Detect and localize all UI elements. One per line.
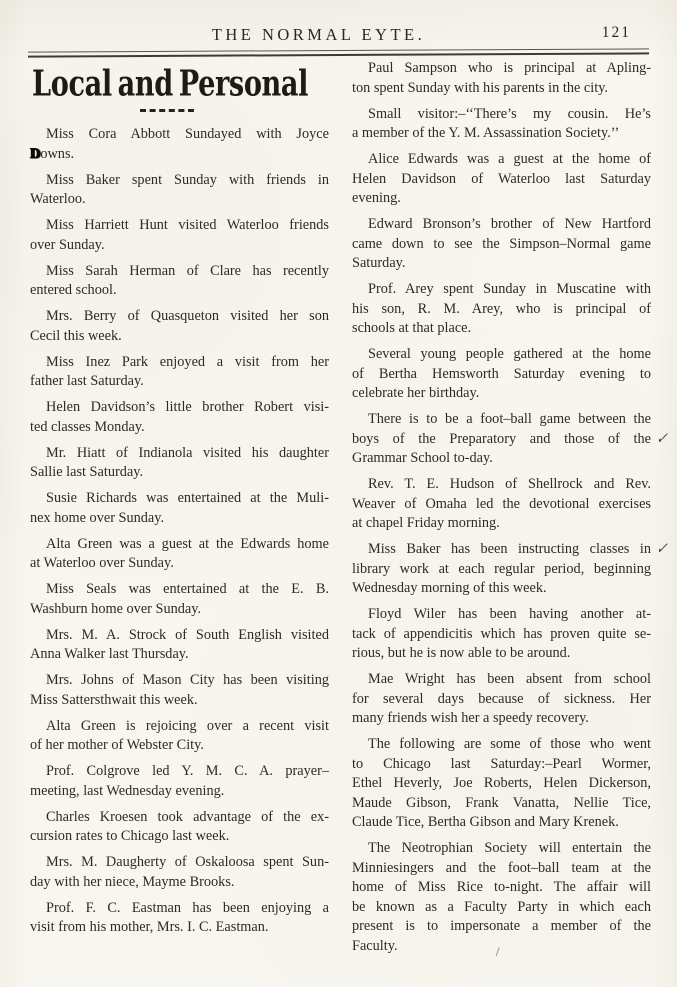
text-line: cursion rates to Chicago last week. [30,828,230,844]
text-line: home of Miss Rice to-night. The affair will [352,879,651,895]
text-line: Weaver of Omaha led the devotional exercises [352,495,651,512]
news-paragraph [352,540,669,599]
text-line: visit from his mother, Mrs. I. C. Eastman. [30,919,269,935]
text-line: Alta Green is rejoicing over a recent visit [46,717,329,734]
text-line: Maude Gibson, Frank Vanatta, Nellie Tice, [352,794,651,811]
text-line: Charles Kroesen took advantage of the ex- [46,808,329,825]
news-paragraph [30,626,329,665]
text-line: Prof. Arey spent Sunday in Muscatine with [368,281,651,297]
dashes-ornament-divider [140,109,194,112]
text-line: at Waterloo over Sunday. [30,555,174,571]
text-line: Faculty. [352,937,398,954]
text-line: Helen Davidson’s little brother Robert visi- [46,399,329,415]
text-line: schools at that place. [352,320,472,336]
text-line: Edward Bronson’s brother of New Hartford [368,216,651,232]
news-paragraph [30,353,329,392]
text-line: library work at each regular period, beginning [352,560,651,577]
news-paragraph [30,671,329,710]
text-line: Mrs. M. A. Strock of South English visited [46,626,329,643]
text-line: The following are some of those who went [368,736,651,752]
text-line: Anna Walker last Thursday. [30,646,189,662]
text-line: tack of appendicitis which has proven quite se- [352,625,651,642]
news-paragraph [352,215,651,274]
news-paragraph [30,899,329,938]
text-line: Claude Tice, Bertha Gibson and Mary Krenek. [352,814,619,830]
text-line: Miss Harriett Hunt visited Waterloo friends [46,217,329,233]
news-paragraph [30,125,329,164]
text-line: rious, but he is now able to be around. [352,645,571,661]
text-line: present is to impersonate a member of the [352,918,651,934]
news-paragraph [352,59,651,98]
text-line: Small visitor:–‘‘There’s my cousin. He’s [368,105,651,122]
news-paragraph [30,853,329,892]
text-line: Floyd Wiler has been having another at- [368,606,651,622]
news-paragraph [30,580,329,619]
right-column [352,59,669,963]
text-line: over Sunday. [30,236,105,253]
news-paragraph [352,735,651,833]
news-paragraph [30,398,329,437]
text-line: Prof. Colgrove led Y. M. C. A. prayer– [46,763,329,779]
publication-title: THE NORMAL EYTE. [211,25,426,44]
text-line: Waterloo. [30,191,86,207]
text-line: father last Saturday. [30,373,144,389]
news-paragraph [30,808,329,847]
news-paragraph [352,839,651,956]
news-paragraph [30,262,329,301]
text-line: of her mother of Webster City. [30,737,204,753]
text-line: Saturday. [352,255,406,271]
text-line: Mae Wright has been absent from school [368,671,651,687]
text-line: Prof. F. C. Eastman has been enjoying a [46,899,329,916]
news-paragraph [30,171,329,210]
text-line: Miss Inez Park enjoyed a visit from her [46,353,329,370]
text-line: Grammar School to-day. [352,450,493,466]
text-line: Sallie last Saturday. [30,464,144,480]
text-line: Miss Seals was entertained at the E. B. [46,581,329,597]
text-line: Miss Sattersthwait this week. [30,691,198,708]
text-line: Downs. [30,145,75,162]
text-line: nex home over Sunday. [30,509,165,526]
text-line: Cecil this week. [30,327,122,344]
text-line: Alice Edwards was a guest at the home of [368,151,651,167]
left-column [30,60,329,944]
text-line: celebrate her birthday. [352,385,480,401]
text-line: be known as a Faculty Party in which each [352,898,651,915]
news-paragraph [30,762,329,801]
text-line: Minniesingers and the foot–ball team at the [352,859,651,876]
news-paragraph [30,717,329,756]
header-rule-divider [28,48,649,57]
text-line: Miss Cora Abbott Sundayed with Joyce [46,126,329,142]
handwritten-checkmark-icon: ✓ [655,430,669,448]
text-line: Miss Baker spent Sunday with friends in [46,171,329,188]
news-paragraph [352,475,651,534]
text-line: ton spent Sunday with his parents in the city. [352,79,608,96]
text-line: Miss Baker has been instructing classes in [368,541,651,557]
text-line: Helen Davidson of Waterloo last Saturday [352,170,651,187]
text-line: Ethel Heverly, Joe Roberts, Helen Dickerson, [352,775,651,791]
text-line: of Bertha Hemsworth Saturday evening to [352,365,651,382]
text-line: Mr. Hiatt of Indianola visited his daughter [46,444,329,461]
text-line: Alta Green was a guest at the Edwards home [46,535,329,552]
text-line: evening. [352,190,401,206]
news-paragraph [30,307,329,346]
news-paragraph [352,345,651,404]
text-line: The Neotrophian Society will entertain the [368,840,651,856]
text-line: Rev. T. E. Hudson of Shellrock and Rev. [368,476,651,492]
text-line: for several days because of sickness. Her [352,690,651,707]
text-line: his son, R. M. Arey, who is principal of [352,300,651,317]
text-line: Wednesday morning of this week. [352,580,547,596]
text-line: Mrs. Johns of Mason City has been visiting [46,672,329,688]
text-line: Several young people gathered at the home [368,346,651,362]
news-paragraph [352,670,651,729]
news-paragraph [352,105,651,144]
text-line: a member of the Y. M. Assassination Society.’’ [352,125,620,141]
news-paragraph [30,444,329,483]
text-line: came down to see the Simpson–Normal game [352,235,651,252]
text-line: to Chicago last Saturday:–Pearl Wormer, [352,755,651,772]
text-line: many friends wish her a speedy recovery. [352,710,589,726]
text-line: entered school. [30,282,117,298]
news-paragraph [30,535,329,574]
news-paragraph [352,410,669,469]
page-number: 121 [601,24,631,41]
text-line: Washburn home over Sunday. [30,600,202,617]
section-title: Local and Personal [32,62,309,105]
text-line: Mrs. M. Daugherty of Oskaloosa spent Sun- [46,854,329,870]
news-paragraph [30,489,329,528]
news-paragraph [352,280,651,339]
news-paragraph [30,216,329,255]
text-line: Miss Sarah Herman of Clare has recently [46,262,329,279]
text-line: ted classes Monday. [30,418,145,435]
text-line: at chapel Friday morning. [352,515,500,531]
text-line: There is to be a foot–ball game between the [368,411,651,427]
text-line: boys of the Preparatory and those of the [352,430,651,447]
text-line: meeting, last Wednesday evening. [30,782,225,799]
text-line: Mrs. Berry of Quasqueton visited her son [46,308,329,324]
text-line: day with her niece, Mayme Brooks. [30,873,235,890]
news-paragraph [352,150,651,209]
text-line: Susie Richards was entertained at the Muli- [46,490,329,506]
text-line: Paul Sampson who is principal at Apling- [368,60,651,76]
handwritten-checkmark-icon: ✓ [655,541,669,558]
news-paragraph [352,605,651,664]
